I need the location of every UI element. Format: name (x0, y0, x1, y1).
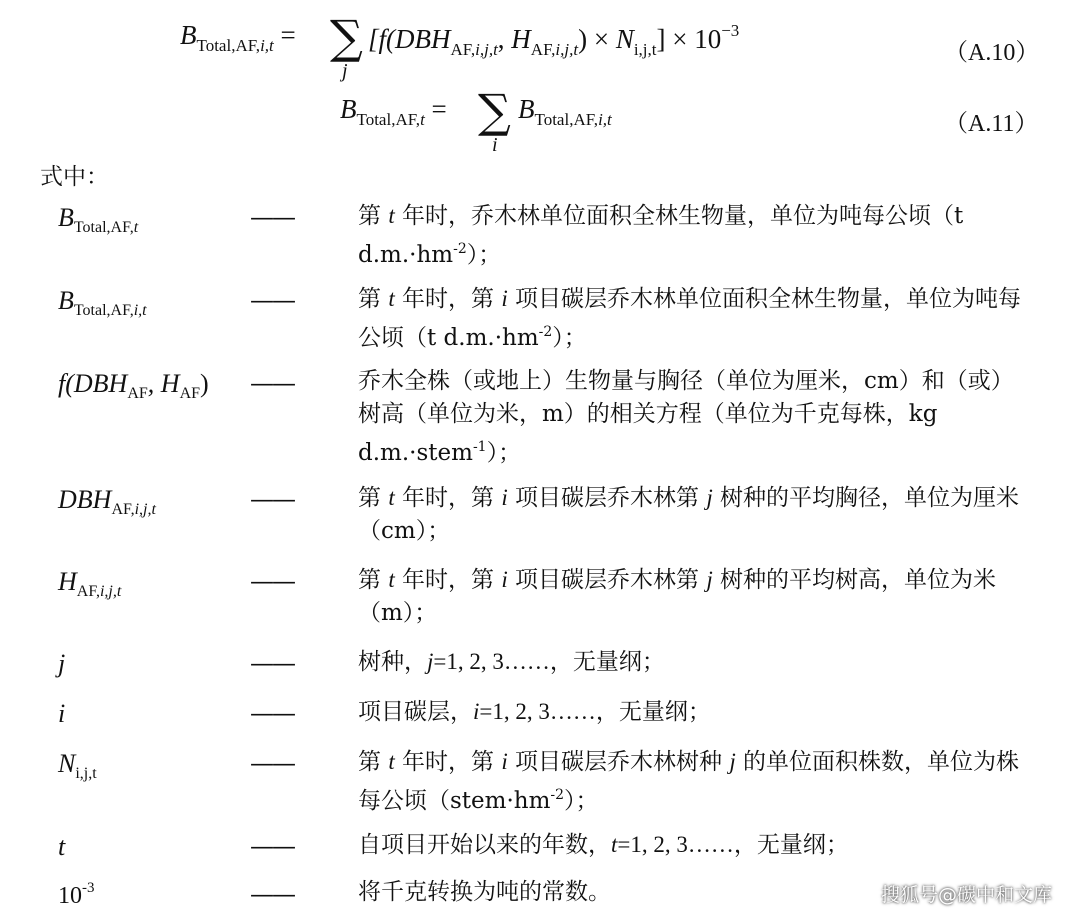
definition-text (358, 365, 1028, 470)
text: 乔木全株（或地上）生物量与胸径（单位为厘米，cm）和（或）树高（单位为米，m）的相关方程（单位为千克每株，kg d.m.·stem (358, 368, 1014, 466)
variable: t (388, 567, 395, 592)
subscript-italic: t (420, 110, 425, 129)
text: 树种的平均树高，单位为米（m）； (358, 567, 997, 626)
definition-text (358, 282, 1028, 355)
symbol-part: ) (200, 369, 209, 398)
var-B: B (340, 94, 357, 124)
text: 年时，第 (394, 286, 502, 312)
subscript-italic: i,t (133, 302, 147, 319)
text: =1, 2, 3……，无量纲； (479, 699, 711, 724)
symbol-main: N (58, 749, 76, 778)
definition-dash: —— (250, 203, 294, 231)
subscript: Total,AF, (73, 302, 134, 319)
subscript-italic: i,j,t (75, 765, 97, 782)
subscript-italic: i,j,t (555, 40, 579, 59)
subscript-italic: i,j,t (134, 501, 156, 518)
variable: j (706, 485, 713, 510)
definition-dash: —— (250, 649, 294, 677)
superscript: -2 (453, 241, 467, 257)
variable: i (501, 286, 508, 311)
subscript-italic: i,j,t (475, 40, 498, 59)
text: 项目碳层乔木林树种 (507, 749, 730, 775)
symbol-main: 10 (58, 883, 82, 909)
subscript: AF, (530, 40, 556, 59)
paren-close-times: ) × (578, 24, 616, 54)
superscript: -3 (82, 880, 95, 896)
definition-symbol: j (58, 649, 66, 678)
definition-dash: —— (250, 485, 294, 513)
definition-row (0, 282, 1074, 362)
text: 自项目开始以来的年数， (358, 832, 611, 858)
summation-sign: ∑ (478, 84, 511, 138)
equals-sign: = (280, 20, 296, 50)
variable: t (388, 749, 395, 774)
comma: , (497, 24, 505, 54)
text: 第 (358, 286, 389, 312)
definition-row (0, 695, 1074, 735)
definition-dash: —— (250, 286, 294, 314)
equation-number-a11: （A.11） (944, 111, 1039, 137)
definition-text (358, 563, 1028, 630)
definition-row (0, 365, 1074, 475)
subscript-italic: i,j,t (99, 583, 122, 600)
superscript: -2 (550, 787, 565, 803)
var-dbh: DBH (395, 24, 451, 54)
summation-index: j (342, 60, 348, 82)
subscript-italic: i,t (260, 36, 274, 55)
var-B: B (180, 20, 197, 50)
symbol-main: B (58, 203, 74, 232)
definition-text (358, 828, 1028, 862)
text: 第 (358, 485, 389, 511)
variable: t (388, 286, 395, 311)
definition-text (358, 745, 1028, 818)
superscript: -1 (472, 439, 487, 455)
definition-symbol (58, 880, 95, 910)
definition-symbol (58, 369, 209, 403)
text: 项目碳层， (358, 699, 473, 725)
definition-text (358, 481, 1028, 548)
symbol-main: H (58, 567, 77, 596)
text: 年时，第 (394, 485, 502, 511)
text: 年时，第 (394, 749, 502, 775)
equation-number-a10: （A.10） (944, 40, 1040, 66)
text: 项目碳层乔木林第 (507, 485, 707, 511)
text: 项目碳层乔木林单位面积全林生物量，单位为吨每公顷（t d.m.·hm (358, 286, 1022, 351)
variable: i (501, 749, 508, 774)
subscript: AF (179, 385, 201, 402)
definition-text (358, 199, 1028, 272)
text: =1, 2, 3……，无量纲； (433, 649, 665, 674)
subscript: AF, (111, 501, 135, 518)
bracket-open: [f( (368, 24, 395, 54)
definition-symbol (58, 567, 121, 601)
subscript-italic: t (133, 219, 139, 236)
text: 的单位面积株数，单位为株每公顷（stem·hm (358, 749, 1020, 814)
text: ）； (552, 325, 587, 351)
definition-row (0, 645, 1074, 685)
subscript: Total,AF, (73, 219, 134, 236)
var-n: N (615, 24, 634, 54)
text: 年时，乔木林单位面积全林生物量，单位为吨每公顷（t d.m.·hm (358, 203, 964, 268)
definition-row (0, 563, 1074, 643)
equation-a10-lhs (180, 22, 296, 54)
variable: i (473, 699, 480, 724)
subscript-italic: i,j,t (633, 40, 657, 59)
definition-symbol: t (58, 832, 66, 861)
definition-row (0, 745, 1074, 825)
var-B: B (518, 94, 535, 124)
subscript: AF, (76, 583, 100, 600)
where-label: 式中： (40, 164, 109, 190)
text: ）； (486, 440, 522, 466)
exponent: −3 (721, 21, 740, 40)
text: 第 (358, 567, 389, 593)
subscript: Total,AF, (196, 36, 261, 55)
definition-row (0, 828, 1074, 868)
text: 年时，第 (394, 567, 502, 593)
text: 树种的平均胸径，单位为厘米（cm）； (358, 485, 1020, 544)
variable: i (501, 485, 508, 510)
variable: t (388, 485, 395, 510)
definition-dash: —— (250, 832, 294, 860)
text: 项目碳层乔木林第 (507, 567, 707, 593)
symbol-part: f(DBH (58, 369, 128, 398)
symbol-main: DBH (58, 485, 112, 514)
definition-symbol (58, 203, 138, 237)
bracket-close-times: ] × 10 (656, 24, 722, 54)
variable: t (611, 832, 618, 857)
superscript: -2 (538, 324, 553, 340)
equation-a11-lhs (340, 96, 447, 128)
variable: i (501, 567, 508, 592)
definition-dash: —— (250, 749, 294, 777)
text: 第 (358, 749, 389, 775)
definition-row (0, 199, 1074, 279)
symbol-main: B (58, 286, 74, 315)
subscript-italic: i,t (598, 110, 612, 129)
symbol-part: , H (147, 369, 180, 398)
text: 第 (358, 203, 389, 229)
text: 树种， (358, 649, 427, 675)
subscript: AF, (450, 40, 476, 59)
variable: j (427, 649, 434, 674)
definition-dash: —— (250, 880, 294, 908)
definition-dash: —— (250, 567, 294, 595)
text: ）； (564, 788, 599, 814)
text: ）； (466, 242, 502, 268)
definition-dash: —— (250, 369, 294, 397)
definition-symbol (58, 286, 147, 320)
variable: j (706, 567, 713, 592)
equals-sign: = (431, 94, 447, 124)
definition-row (0, 481, 1074, 561)
summation-index: i (492, 134, 498, 156)
var-h: H (511, 24, 531, 54)
equation-a11-rhs (518, 96, 612, 128)
variable: t (388, 203, 395, 228)
definition-dash: —— (250, 699, 294, 727)
subscript: AF (127, 385, 148, 402)
summation-sign: ∑ (330, 10, 363, 64)
definition-symbol (58, 749, 97, 783)
definition-text (358, 645, 1028, 679)
variable: j (729, 749, 736, 774)
definition-symbol: i (58, 699, 66, 728)
text: 将千克转换为吨的常数。 (358, 879, 611, 905)
subscript: Total,AF, (534, 110, 599, 129)
definition-text (358, 695, 1028, 729)
definition-symbol (58, 485, 156, 519)
subscript: Total,AF, (356, 110, 421, 129)
text: =1, 2, 3……，无量纲； (617, 832, 849, 857)
equation-a10-rhs (368, 22, 739, 58)
watermark: 搜狐号@碳中和文库 (880, 884, 1052, 906)
